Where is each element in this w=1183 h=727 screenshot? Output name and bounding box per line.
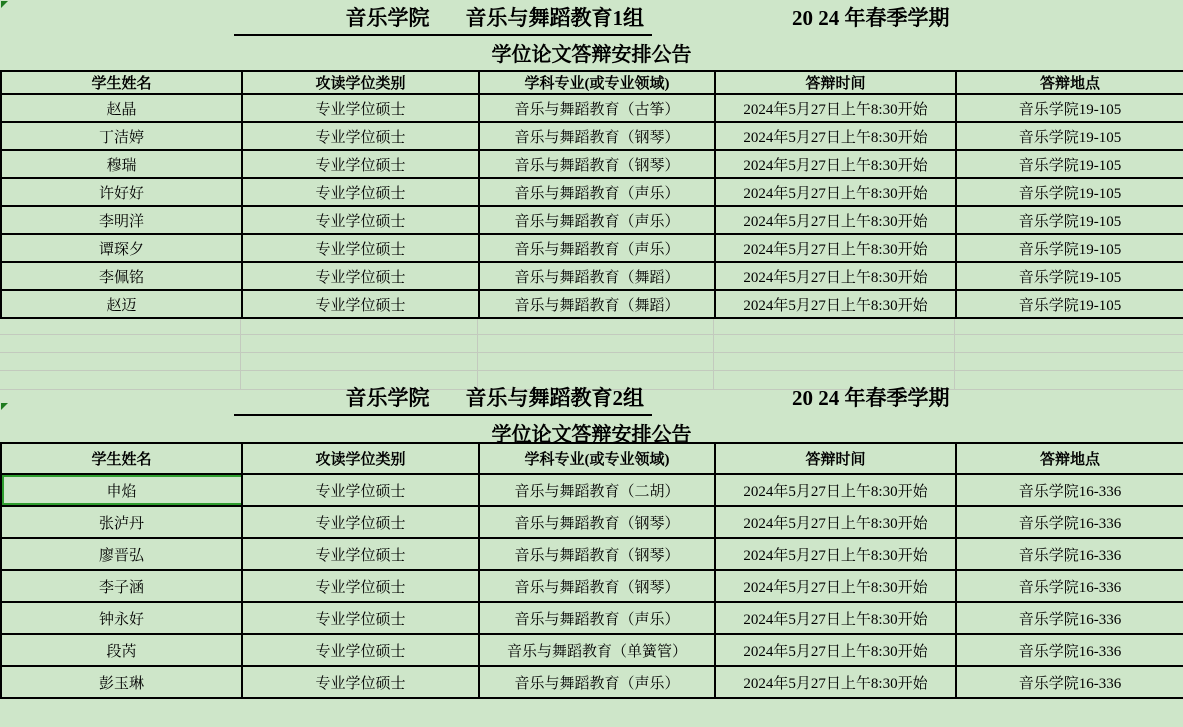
student-name-cell[interactable]: 钟永好 — [1, 602, 242, 634]
defense-time-cell[interactable]: 2024年5月27日上午8:30开始 — [715, 538, 956, 570]
major-cell[interactable]: 音乐与舞蹈教育（钢琴） — [479, 538, 715, 570]
empty-cell[interactable] — [714, 353, 955, 371]
empty-cell[interactable] — [0, 335, 241, 353]
table-row — [1, 634, 1183, 666]
defense-location-cell[interactable]: 音乐学院16-336 — [956, 602, 1183, 634]
empty-cell[interactable] — [478, 319, 714, 335]
defense-time-cell[interactable]: 2024年5月27日上午8:30开始 — [715, 290, 956, 318]
defense-location-cell[interactable]: 音乐学院19-105 — [956, 262, 1183, 290]
defense-time-cell[interactable]: 2024年5月27日上午8:30开始 — [715, 150, 956, 178]
student-name-cell[interactable]: 谭琛夕 — [1, 234, 242, 262]
student-name-cell-selected[interactable]: 申焰 — [1, 474, 242, 506]
defense-location-cell[interactable]: 音乐学院19-105 — [956, 178, 1183, 206]
defense-time-cell[interactable]: 2024年5月27日上午8:30开始 — [715, 506, 956, 538]
header-defense-location[interactable]: 答辩地点 — [956, 71, 1183, 94]
student-name-cell[interactable]: 赵晶 — [1, 94, 242, 122]
group1-name: 音乐与舞蹈教育1组 — [465, 6, 644, 31]
defense-location-cell[interactable]: 音乐学院16-336 — [956, 570, 1183, 602]
defense-location-cell[interactable]: 音乐学院16-336 — [956, 666, 1183, 698]
defense-time-cell[interactable]: 2024年5月27日上午8:30开始 — [715, 234, 956, 262]
header-degree-type[interactable]: 攻读学位类别 — [242, 71, 479, 94]
empty-cell[interactable] — [241, 353, 478, 371]
degree-type-cell[interactable]: 专业学位硕士 — [242, 206, 479, 234]
defense-location-cell[interactable]: 音乐学院16-336 — [956, 538, 1183, 570]
college-name: 音乐学院 — [345, 386, 430, 411]
defense-schedule-table-group2 — [0, 442, 1183, 699]
table-row — [1, 506, 1183, 538]
major-cell[interactable]: 音乐与舞蹈教育（钢琴） — [479, 122, 715, 150]
defense-time-cell[interactable]: 2024年5月27日上午8:30开始 — [715, 570, 956, 602]
student-name-cell[interactable]: 李佩铭 — [1, 262, 242, 290]
header-defense-time[interactable]: 答辩时间 — [715, 71, 956, 94]
defense-time-cell[interactable]: 2024年5月27日上午8:30开始 — [715, 122, 956, 150]
table-row — [1, 234, 1183, 262]
defense-time-cell[interactable]: 2024年5月27日上午8:30开始 — [715, 206, 956, 234]
student-name-cell[interactable]: 廖晋弘 — [1, 538, 242, 570]
empty-cell[interactable] — [241, 335, 478, 353]
defense-location-cell[interactable]: 音乐学院19-105 — [956, 206, 1183, 234]
degree-type-cell[interactable]: 专业学位硕士 — [242, 538, 479, 570]
major-cell[interactable]: 音乐与舞蹈教育（舞蹈） — [479, 290, 715, 318]
table-row — [1, 602, 1183, 634]
degree-type-cell[interactable]: 专业学位硕士 — [242, 602, 479, 634]
table-row — [1, 206, 1183, 234]
header-student-name[interactable]: 学生姓名 — [1, 71, 242, 94]
table-row — [1, 290, 1183, 318]
student-name-cell[interactable]: 李明洋 — [1, 206, 242, 234]
group2-subtitle: 学位论文答辩安排公告 — [491, 423, 692, 446]
table-row — [1, 178, 1183, 206]
table-row — [1, 666, 1183, 698]
major-cell[interactable]: 音乐与舞蹈教育（声乐） — [479, 206, 715, 234]
student-name-cell[interactable]: 李子涵 — [1, 570, 242, 602]
degree-type-cell[interactable]: 专业学位硕士 — [242, 262, 479, 290]
header-row — [1, 443, 1183, 474]
defense-location-cell[interactable]: 音乐学院19-105 — [956, 122, 1183, 150]
empty-cell[interactable] — [241, 319, 478, 335]
empty-cell[interactable] — [955, 335, 1183, 353]
group2-title-underlined — [234, 385, 653, 415]
defense-location-cell[interactable]: 音乐学院16-336 — [956, 634, 1183, 666]
defense-schedule-table-group1 — [0, 70, 1183, 319]
header-degree-type[interactable]: 攻读学位类别 — [242, 443, 479, 474]
defense-location-cell[interactable]: 音乐学院19-105 — [956, 150, 1183, 178]
empty-rows — [0, 319, 1183, 390]
header-student-name[interactable]: 学生姓名 — [1, 443, 242, 474]
defense-time-cell[interactable]: 2024年5月27日上午8:30开始 — [715, 666, 956, 698]
defense-time-cell[interactable]: 2024年5月27日上午8:30开始 — [715, 178, 956, 206]
degree-type-cell[interactable]: 专业学位硕士 — [242, 122, 479, 150]
college-name: 音乐学院 — [345, 6, 430, 31]
student-name-cell[interactable]: 段芮 — [1, 634, 242, 666]
student-name-cell[interactable]: 彭玉琳 — [1, 666, 242, 698]
degree-type-cell[interactable]: 专业学位硕士 — [242, 666, 479, 698]
semester-label: 20 24 年春季学期 — [792, 386, 950, 411]
defense-time-cell[interactable]: 2024年5月27日上午8:30开始 — [715, 634, 956, 666]
header-defense-location[interactable]: 答辩地点 — [956, 443, 1183, 474]
degree-type-cell[interactable]: 专业学位硕士 — [242, 234, 479, 262]
defense-time-cell[interactable]: 2024年5月27日上午8:30开始 — [715, 474, 956, 506]
major-cell[interactable]: 音乐与舞蹈教育（二胡） — [479, 474, 715, 506]
degree-type-cell[interactable]: 专业学位硕士 — [242, 634, 479, 666]
table-row — [1, 122, 1183, 150]
defense-location-cell[interactable]: 音乐学院19-105 — [956, 290, 1183, 318]
group2-title-block[interactable] — [0, 386, 1183, 446]
defense-time-cell[interactable]: 2024年5月27日上午8:30开始 — [715, 94, 956, 122]
degree-type-cell[interactable]: 专业学位硕士 — [242, 150, 479, 178]
empty-cell[interactable] — [955, 319, 1183, 335]
table-row — [1, 538, 1183, 570]
group1-title-block[interactable] — [0, 0, 1183, 70]
major-cell[interactable]: 音乐与舞蹈教育（声乐） — [479, 602, 715, 634]
empty-cell[interactable] — [714, 319, 955, 335]
table-row — [1, 474, 1183, 506]
empty-cell[interactable] — [0, 319, 241, 335]
cell-flag-icon — [1, 1, 8, 8]
defense-time-cell[interactable]: 2024年5月27日上午8:30开始 — [715, 602, 956, 634]
student-name-cell[interactable]: 许好好 — [1, 178, 242, 206]
group2-title-line — [234, 385, 950, 415]
empty-cell[interactable] — [714, 335, 955, 353]
degree-type-cell[interactable]: 专业学位硕士 — [242, 506, 479, 538]
group1-title-underlined — [234, 5, 653, 35]
student-name-cell[interactable]: 丁洁婷 — [1, 122, 242, 150]
degree-type-cell[interactable]: 专业学位硕士 — [242, 94, 479, 122]
defense-time-cell[interactable]: 2024年5月27日上午8:30开始 — [715, 262, 956, 290]
major-cell[interactable]: 音乐与舞蹈教育（声乐） — [479, 178, 715, 206]
major-cell[interactable]: 音乐与舞蹈教育（钢琴） — [479, 150, 715, 178]
empty-cell[interactable] — [955, 353, 1183, 371]
group1-title-line — [234, 5, 950, 35]
empty-cell[interactable] — [0, 353, 241, 371]
group2-name: 音乐与舞蹈教育2组 — [465, 386, 644, 411]
defense-location-cell[interactable]: 音乐学院16-336 — [956, 474, 1183, 506]
degree-type-cell[interactable]: 专业学位硕士 — [242, 474, 479, 506]
header-defense-time[interactable]: 答辩时间 — [715, 443, 956, 474]
major-cell[interactable]: 音乐与舞蹈教育（单簧管） — [479, 634, 715, 666]
major-cell[interactable]: 音乐与舞蹈教育（声乐） — [479, 666, 715, 698]
table-row — [1, 150, 1183, 178]
major-cell[interactable]: 音乐与舞蹈教育（声乐） — [479, 234, 715, 262]
group1-subtitle: 学位论文答辩安排公告 — [491, 43, 692, 66]
cell-flag-icon — [1, 403, 8, 410]
degree-type-cell[interactable]: 专业学位硕士 — [242, 570, 479, 602]
empty-cell[interactable] — [478, 353, 714, 371]
empty-cell[interactable] — [478, 335, 714, 353]
empty-cell[interactable] — [955, 371, 1183, 390]
student-name-cell[interactable]: 赵迈 — [1, 290, 242, 318]
semester-label: 20 24 年春季学期 — [792, 6, 950, 31]
degree-type-cell[interactable]: 专业学位硕士 — [242, 290, 479, 318]
defense-location-cell[interactable]: 音乐学院19-105 — [956, 94, 1183, 122]
major-cell[interactable]: 音乐与舞蹈教育（舞蹈） — [479, 262, 715, 290]
header-major[interactable]: 学科专业(或专业领域) — [479, 71, 715, 94]
table-row — [1, 262, 1183, 290]
major-cell[interactable]: 音乐与舞蹈教育（钢琴） — [479, 570, 715, 602]
table-row — [1, 570, 1183, 602]
empty-cell[interactable] — [0, 371, 241, 390]
header-row — [1, 71, 1183, 94]
defense-location-cell[interactable]: 音乐学院16-336 — [956, 506, 1183, 538]
table-row — [1, 94, 1183, 122]
student-name-cell[interactable]: 穆瑞 — [1, 150, 242, 178]
defense-location-cell[interactable]: 音乐学院19-105 — [956, 234, 1183, 262]
student-name-cell[interactable]: 张泸丹 — [1, 506, 242, 538]
degree-type-cell[interactable]: 专业学位硕士 — [242, 178, 479, 206]
major-cell[interactable]: 音乐与舞蹈教育（古筝） — [479, 94, 715, 122]
header-major[interactable]: 学科专业(或专业领域) — [479, 443, 715, 474]
major-cell[interactable]: 音乐与舞蹈教育（钢琴） — [479, 506, 715, 538]
